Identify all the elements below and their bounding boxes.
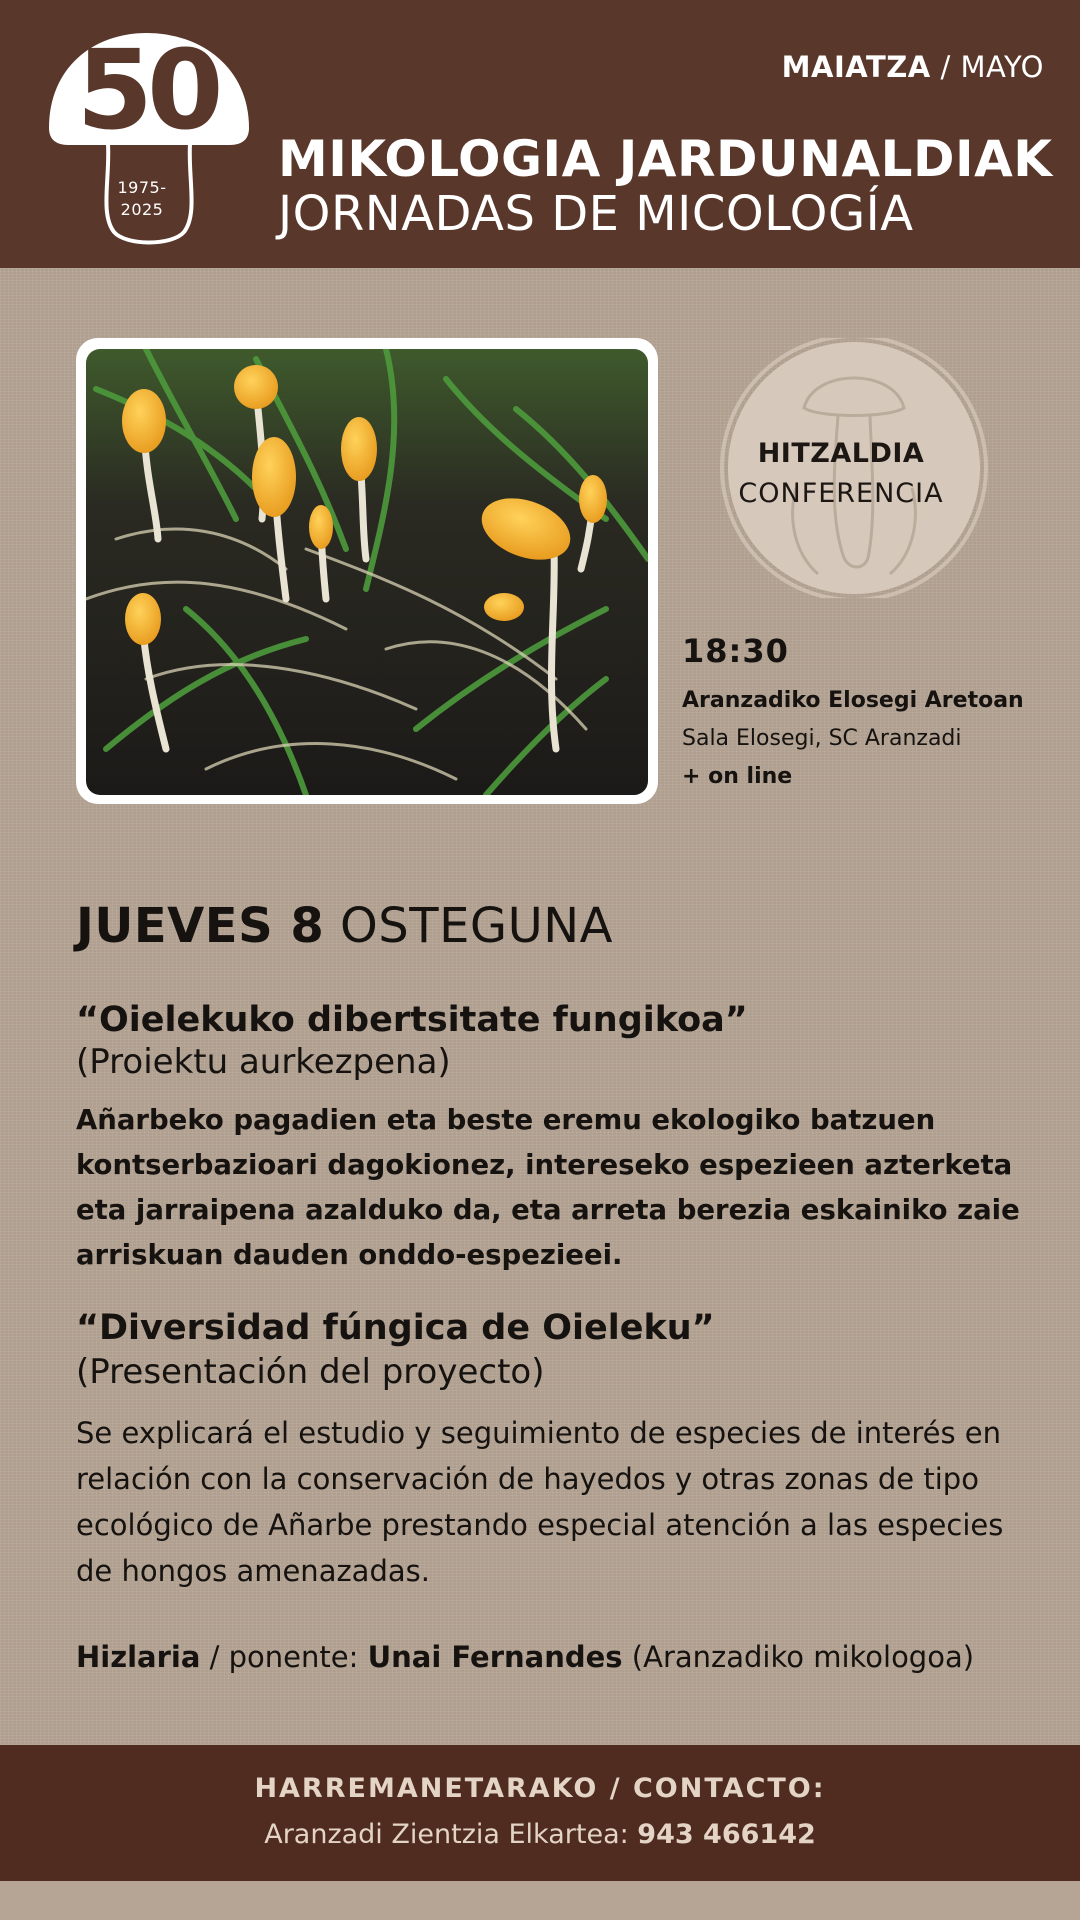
month-eu: MAIATZA bbox=[781, 50, 931, 84]
talk-description-es: Se explicará el estudio y seguimiento de especies de interés en relación con la conservación de hayedos y otras zonas de tipo ecológico de Añarbe prestando especial atención a las especies de hongos amenazadas. bbox=[76, 1416, 1004, 1588]
contact-footer bbox=[0, 1745, 1080, 1881]
title-eu: MIKOLOGIA JARDUNALDIAK bbox=[278, 130, 1053, 188]
logo-number: 50 bbox=[76, 28, 218, 154]
speaker-affiliation: (Aranzadiko mikologoa) bbox=[622, 1640, 975, 1674]
talk-subtitle-es: (Presentación del proyecto) bbox=[76, 1352, 545, 1392]
logo-years bbox=[100, 177, 184, 221]
title-es: JORNADAS DE MICOLOGÍA bbox=[278, 186, 914, 242]
talk-description-eu: Añarbeko pagadien eta beste eremu ekologiko batzuen kontserbazioari dagokionez, intereseko espezieen azterketa eta jarraipena azalduko da, eta arreta berezia eskainiko zaie arriskuan dauden onddo-espezieei. bbox=[76, 1104, 1020, 1271]
speaker-name: Unai Fernandes bbox=[367, 1640, 623, 1674]
event-date-es: JUEVES 8 bbox=[76, 898, 325, 954]
bottom-paper-strip bbox=[0, 1881, 1080, 1920]
event-time: 18:30 bbox=[682, 632, 789, 670]
contact-org: Aranzadi Zientzia Elkartea: bbox=[264, 1819, 638, 1850]
badge-text bbox=[706, 434, 976, 514]
month-label bbox=[782, 50, 1044, 84]
logo-years-top: 1975- bbox=[117, 178, 167, 197]
speaker-label-es: ponente: bbox=[228, 1640, 368, 1674]
badge-type-eu: HITZALDIA bbox=[757, 438, 925, 469]
talk-title-eu: “Oielekuko dibertsitate fungikoa” bbox=[76, 1000, 748, 1040]
event-place-es: Sala Elosegi, SC Aranzadi bbox=[682, 726, 962, 751]
speaker-separator: / bbox=[200, 1640, 229, 1674]
talk-subtitle-eu: (Proiektu aurkezpena) bbox=[76, 1042, 451, 1082]
badge-type-es: CONFERENCIA bbox=[738, 478, 944, 509]
contact-phone[interactable]: 943 466142 bbox=[637, 1819, 816, 1850]
logo-years-bottom: 2025 bbox=[120, 200, 164, 219]
event-online: + on line bbox=[682, 764, 793, 789]
talk-title-es: “Diversidad fúngica de Oieleku” bbox=[76, 1308, 715, 1348]
event-date bbox=[76, 898, 613, 954]
contact-line bbox=[0, 1819, 1080, 1850]
speaker-line bbox=[76, 1640, 974, 1674]
mushroom-photo bbox=[86, 349, 648, 795]
month-es: MAYO bbox=[960, 50, 1044, 84]
contact-label: HARREMANETARAKO / CONTACTO: bbox=[254, 1773, 826, 1804]
month-separator: / bbox=[940, 50, 951, 84]
speaker-label-eu: Hizlaria bbox=[76, 1640, 201, 1674]
header-banner bbox=[0, 0, 1080, 268]
event-place-eu: Aranzadiko Elosegi Aretoan bbox=[682, 688, 1024, 713]
event-date-eu: OSTEGUNA bbox=[340, 898, 613, 954]
